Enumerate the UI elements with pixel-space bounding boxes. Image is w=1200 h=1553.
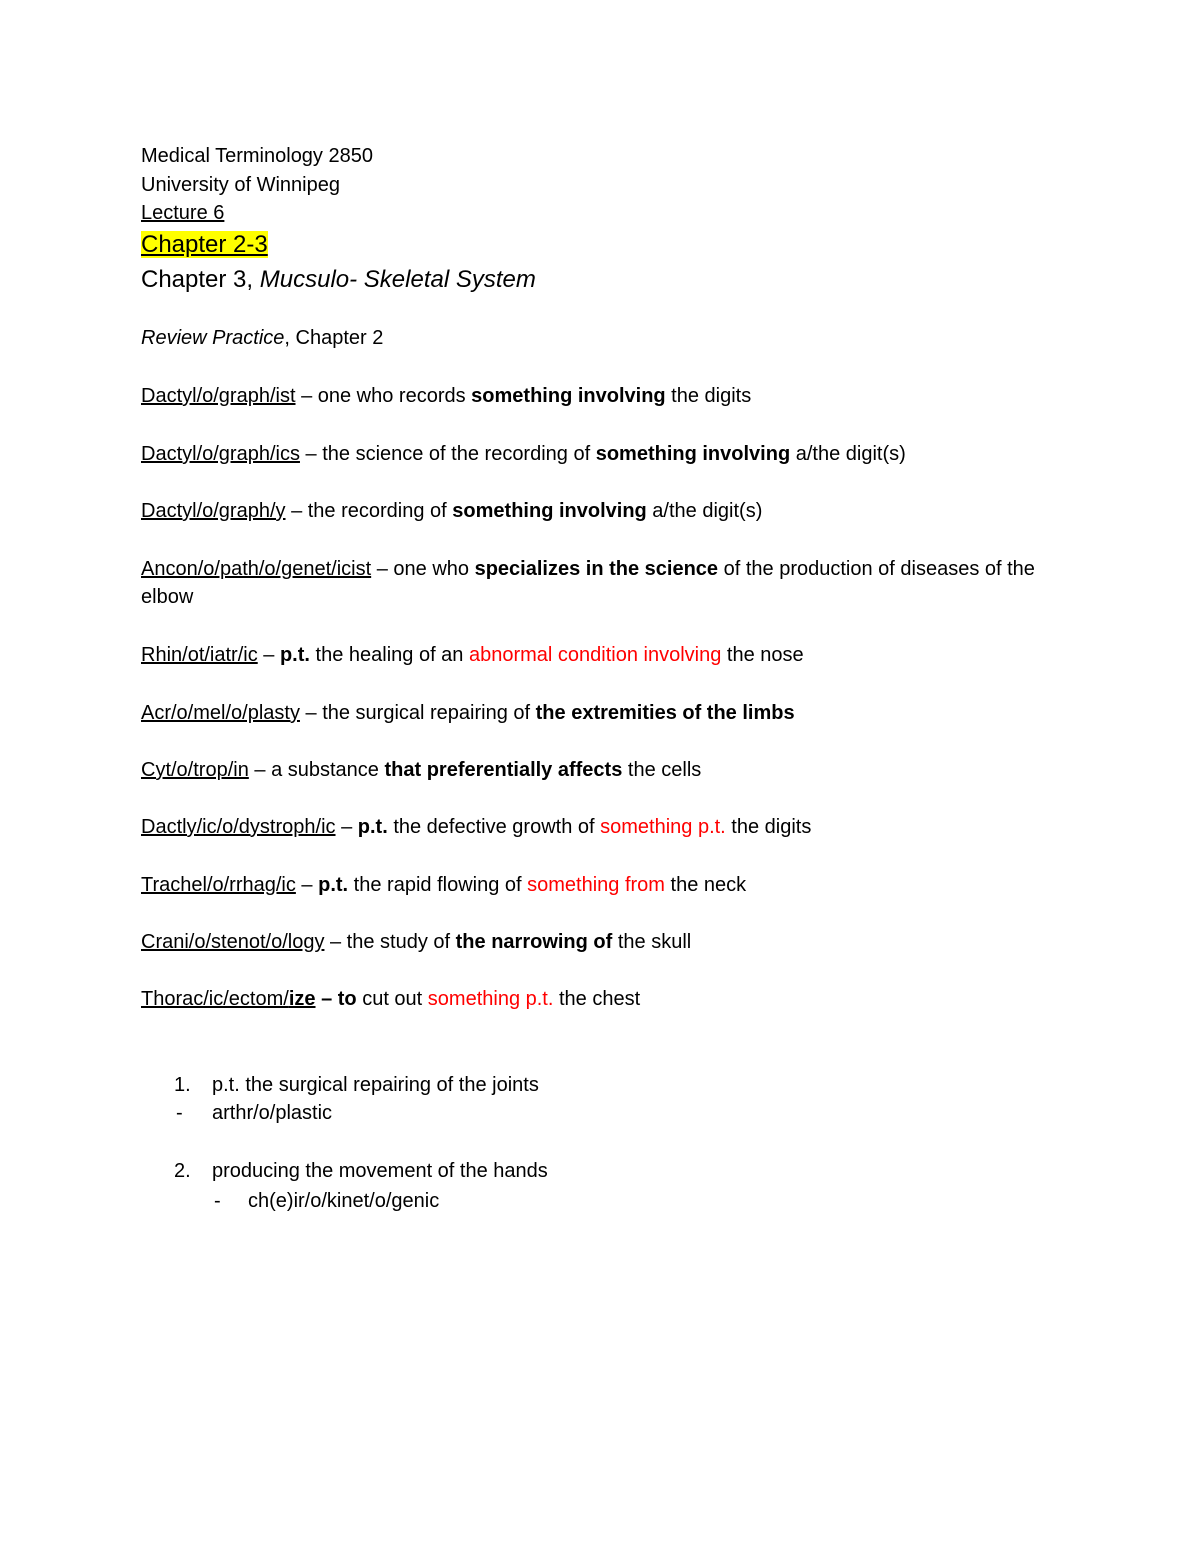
term-emphasis: – to <box>315 988 357 1010</box>
term-definition: the digits <box>665 385 752 407</box>
university-name: University of Winnipeg <box>141 174 340 196</box>
term-highlight-red: something p.t. <box>600 816 726 838</box>
term-word: Dactly/ic/o/dystroph/ic <box>141 816 336 838</box>
exercise-prompt: producing the movement of the hands <box>212 1160 548 1182</box>
term-definition: the defective growth of <box>387 816 601 838</box>
term-definition: – the science of the recording of <box>299 443 596 465</box>
term-emphasis: the narrowing of <box>455 931 613 953</box>
course-title: Medical Terminology 2850 <box>141 145 373 167</box>
term-word: Rhin/ot/iatr/ic <box>141 644 258 666</box>
term-row <box>141 699 1071 727</box>
term-row <box>141 440 1071 468</box>
term-word-bold: ize <box>288 988 316 1010</box>
review-rest: , Chapter 2 <box>284 327 384 349</box>
term-word: Trachel/o/rrhag/ic <box>141 874 296 896</box>
exercise-answer: arthr/o/plastic <box>212 1102 333 1124</box>
term-highlight-red: abnormal condition involving <box>468 644 722 666</box>
exercise-number: 2. <box>174 1160 191 1182</box>
term-definition: the rapid flowing of <box>348 874 528 896</box>
term-definition: a/the digit(s) <box>790 443 906 465</box>
chapter3-title: Mucsulo- Skeletal System <box>259 266 536 293</box>
term-word: Dactyl/o/graph/ist <box>141 385 296 407</box>
term-row <box>141 871 1071 899</box>
term-definition: the neck <box>664 874 747 896</box>
term-emphasis: something involving <box>595 443 791 465</box>
term-emphasis: specializes in the science <box>474 558 719 580</box>
exercise-dash: - <box>214 1190 221 1212</box>
term-definition: the chest <box>553 988 641 1010</box>
term-definition: – one who <box>371 558 475 580</box>
term-emphasis: p.t. <box>357 816 388 838</box>
term-definition: the cells <box>622 759 702 781</box>
term-definition: of the production of diseases of the elbow <box>141 558 1035 608</box>
chapter3-prefix: Chapter 3, <box>141 266 254 293</box>
term-definition: – <box>295 874 319 896</box>
term-row <box>141 497 1071 525</box>
term-definition: the skull <box>612 931 692 953</box>
exercise-answer: ch(e)ir/o/kinet/o/genic <box>248 1190 440 1212</box>
term-word: Dactyl/o/graph/ics <box>141 443 300 465</box>
term-word: Cyt/o/trop/in <box>141 759 249 781</box>
chapter-range-heading <box>141 230 1071 260</box>
term-highlight-red: something from <box>527 874 665 896</box>
exercise-prompt: p.t. the surgical repairing of the joints <box>212 1074 539 1096</box>
term-definition: the nose <box>721 644 804 666</box>
term-word: Crani/o/stenot/o/logy <box>141 931 325 953</box>
term-definition: – <box>257 644 280 666</box>
term-row <box>141 756 1071 784</box>
exercise-dash: - <box>176 1102 183 1124</box>
term-definition: cut out <box>356 988 428 1010</box>
term-row <box>141 382 1071 410</box>
term-definition: – the recording of <box>285 500 453 522</box>
chapter3-heading <box>141 265 1071 295</box>
lecture-label <box>141 199 1071 227</box>
term-definition: – <box>335 816 358 838</box>
term-word: Dactyl/o/graph/y <box>141 500 286 522</box>
review-italic: Review Practice <box>141 327 285 349</box>
term-definition: – the study of <box>324 931 456 953</box>
term-row <box>141 985 1071 1013</box>
term-definition: – the surgical repairing of <box>299 702 536 724</box>
term-definition: the digits <box>725 816 812 838</box>
term-emphasis: something involving <box>452 500 647 522</box>
term-definition: the healing of an <box>309 644 469 666</box>
lecture-text: Lecture 6 <box>141 202 225 224</box>
term-definition: – one who records <box>295 385 472 407</box>
term-word: Acr/o/mel/o/plasty <box>141 702 300 724</box>
exercise-number: 1. <box>174 1074 191 1096</box>
term-emphasis: something involving <box>471 385 666 407</box>
term-row <box>141 555 1061 611</box>
term-emphasis: p.t. <box>318 874 349 896</box>
term-emphasis: that preferentially affects <box>384 759 623 781</box>
term-definition: a/the digit(s) <box>646 500 763 522</box>
term-highlight-red: something p.t. <box>427 988 554 1010</box>
review-heading <box>141 324 1071 352</box>
term-row <box>141 928 1071 956</box>
term-word: Thorac/ic/ectom/ <box>141 988 289 1010</box>
term-emphasis: the extremities of the limbs <box>535 702 795 724</box>
term-definition: – a substance <box>248 759 385 781</box>
term-word: Ancon/o/path/o/genet/icist <box>141 558 372 580</box>
chapter-range-text: Chapter 2-3 <box>141 231 268 258</box>
term-row <box>141 641 1071 669</box>
term-emphasis: p.t. <box>279 644 310 666</box>
term-row <box>141 813 1071 841</box>
